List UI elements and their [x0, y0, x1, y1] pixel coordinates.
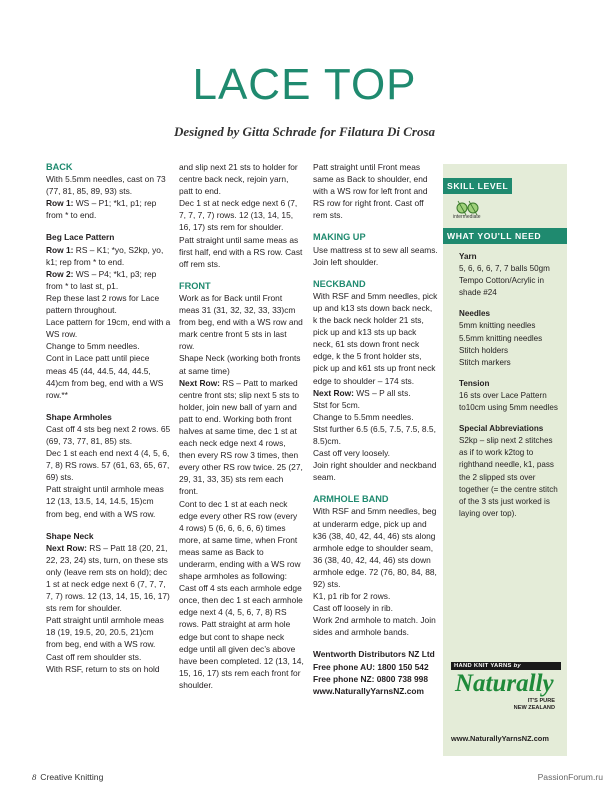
tension-text: 16 sts over Lace Pattern to10cm using 5mm needles — [459, 390, 558, 413]
neck-next-row — [46, 542, 171, 615]
front-next-label: Next Row: — [179, 377, 220, 388]
logo-tagline-1: IT'S PURE — [527, 698, 555, 704]
armholes-heading: Shape Armholes — [46, 411, 112, 422]
back-neck-slip: and slip next 21 sts to holder for centre back neck, rejoin yarn, patt to end. — [179, 162, 298, 197]
needles-item: 5mm knitting needles — [459, 321, 536, 331]
neckband-stst: Stst for 5cm. — [313, 399, 361, 410]
what-you-need-heading: WHAT YOU'LL NEED — [443, 228, 567, 244]
naturally-logo — [451, 662, 561, 732]
neck-heading: Shape Neck — [46, 530, 94, 541]
requirements-sidebar — [443, 164, 567, 756]
page-footer — [32, 772, 103, 782]
column-2 — [179, 161, 304, 691]
distributor-name: Wentworth Distributors NZ Ltd — [313, 649, 435, 660]
needles-item: Stitch markers — [459, 357, 511, 367]
armhole-band-rib: K1, p1 rib for 2 rows. — [313, 591, 391, 602]
front-heading: FRONT — [179, 280, 211, 291]
armhole-band-heading: ARMHOLE BAND — [313, 494, 389, 505]
page-number: 8 — [32, 772, 37, 782]
needles-item: 5.5mm knitting needles — [459, 333, 543, 343]
neckband-next-row — [313, 387, 438, 399]
front-shape-neck: Shape Neck (working both fronts at same time) — [179, 353, 301, 376]
distributor-phone-au: Free phone AU: 1800 150 542 — [313, 661, 429, 672]
lace-row2 — [46, 268, 171, 292]
back-cast-on: With 5.5mm needles, cast on 73 (77, 81, 85, 89, 93) sts. — [46, 174, 166, 197]
neckband-next-text: WS – P all sts. — [353, 387, 411, 398]
back-neck-dec: Dec 1 st at neck edge next 6 (7, 7, 7, 7, 7) rows. 12 (13, 14, 15, 16, 17) sts rem for shoulder. — [179, 198, 298, 233]
neck-return: With RSF, return to sts on hold — [46, 663, 160, 674]
distributor-url[interactable]: www.NaturallyYarnsNZ.com — [313, 685, 424, 696]
neck-next-text: RS – Patt 18 (20, 21, 22, 23, 24) sts, turn, on these sts only (leave rem sts on hold); dec 1 st at neck edge next 6 (7, 7, 7, 7, 7) rows. 12 (13, 14, 15, 16, 17) sts rem for shoulder. — [46, 542, 170, 614]
designer-byline: Designed by Gitta Schrade for Filatura Di Crosa — [173, 124, 436, 139]
making-up-heading: MAKING UP — [313, 232, 366, 243]
needles-heading: Needles — [459, 309, 491, 319]
page-title: LACE TOP — [192, 60, 417, 109]
back-heading: BACK — [46, 162, 73, 172]
skill-level-heading: SKILL LEVEL — [443, 178, 512, 194]
neckband-next-label: Next Row: — [313, 387, 354, 398]
distributor-phone-nz: Free phone NZ: 0800 738 998 — [313, 673, 428, 684]
magazine-name: Creative Knitting — [40, 772, 104, 782]
back-row1 — [46, 197, 171, 221]
logo-by: by — [513, 663, 521, 669]
neckband-further: Stst further 6.5 (6.5, 7.5, 7.5, 8.5, 8.5)cm. — [313, 423, 436, 446]
neckband-heading: NECKBAND — [313, 278, 366, 289]
skill-level-label: intermediate — [453, 214, 481, 220]
row1-text: WS – P1; *k1, p1; rep from * to end. — [46, 198, 157, 221]
lace-row1-label: Row 1: — [46, 244, 74, 255]
armhole-band-pickup: With RSF and 5mm needles, beg at underarm edge, pick up and k36 (38, 40, 42, 44, 46) sts along armhole edge to shoulder seam, 36 (38, 40, 42, 44, 46) sts down armhole edge. 72 (76, 80, 84, 88, 92) sts. — [313, 506, 437, 589]
armhole-band-match: Work 2nd armhole to match. Join sides and armhole bands. — [313, 615, 436, 638]
neck-straight: Patt straight until armhole meas 18 (19, 19.5, 20, 20.5, 21)cm from beg, end with a WS row. — [46, 615, 164, 650]
armhole-band-cast-off: Cast off loosely in rib. — [313, 603, 393, 614]
making-up-text: Use mattress st to sew all seams. Join left shoulder. — [313, 244, 438, 267]
watermark-site: PassionForum.ru — [537, 772, 603, 782]
abbreviations-heading: Special Abbreviations — [459, 424, 544, 434]
armholes-straight: Patt straight until armhole meas 12 (13, 13.5, 14, 14.5, 15)cm from beg, end with a WS row. — [46, 484, 164, 519]
row1-label: Row 1: — [46, 198, 74, 209]
column-3 — [313, 161, 438, 697]
tension-heading: Tension — [459, 378, 490, 388]
lace-row2-label: Row 2: — [46, 268, 74, 279]
abbreviations-text: S2kp – slip next 2 stitches as if to work k2tog to righthand needle, k1, pass the 2 slipped sts over together (= the centre stitch of the 3 sts just worked is laying over top). — [459, 436, 558, 518]
front-continue-dec: Cont to dec 1 st at each neck edge every other RS row (every 4 rows) 5 (6, 6, 6, 6, 6) times more, at same time, when Front meas same as Back to underarm, ending with a WS row shape armholes as following: Cast off 4 sts each armhole edge once, then dec 1 st each armhole edge next 4 (4, 5, 6, 7, 8) RS rows. Patt straight at arm hole edge but cont to shape neck edge until all given dec’s above have been completed. 12 (13, 14, 15, 16, 17) sts rem each front for shoulder. — [179, 498, 304, 690]
column-1 — [46, 161, 171, 675]
logo-band — [451, 662, 561, 670]
lace-repeat: Rep these last 2 rows for Lace pattern throughout. — [46, 292, 160, 316]
front-next-row — [179, 377, 304, 498]
needles-item: Stitch holders — [459, 345, 509, 355]
back-neck-straight: Patt straight until same meas as first half, end with a RS row. Cast off rem sts. — [179, 234, 303, 269]
logo-tagline-2: NEW ZEALAND — [513, 705, 555, 711]
armholes-cast-off: Cast off 4 sts beg next 2 rows. 65 (69, 73, 77, 81, 85) sts. — [46, 423, 171, 446]
lace-continue: Cont in Lace patt until piece meas 45 (44, 44.5, 44, 44.5, 44)cm from beg, end with a WS row.** — [46, 353, 164, 400]
neck-cast-off: Cast off rem shoulder sts. — [46, 651, 142, 662]
front-next-text: RS – Patt to marked centre front sts; slip next 5 sts to holder, join new ball of yarn and patt to end. Working both front halves at same time, dec 1 st at each neck edge next 4 rows, then every RS row 3 times, then every other RS row twice. 25 (27, 29, 31, 33, 35) sts rem each front. — [179, 377, 303, 497]
lace-row1-text: RS – K1; *yo, S2kp, yo, k1; rep from * to end. — [46, 244, 164, 267]
logo-wordmark: Naturally — [455, 670, 554, 697]
lace-change-needles: Change to 5mm needles. — [46, 341, 140, 352]
neckband-join: Join right shoulder and neckband seam. — [313, 460, 437, 483]
armholes-dec: Dec 1 st each end next 4 (4, 5, 6, 7, 8) RS rows. 57 (61, 63, 65, 67, 69) sts. — [46, 448, 170, 483]
logo-band-text: HAND KNIT YARNS — [454, 663, 512, 669]
beg-lace-heading: Beg Lace Pattern — [46, 232, 115, 243]
neckband-change: Change to 5.5mm needles. — [313, 411, 414, 422]
neck-next-label: Next Row: — [46, 542, 87, 553]
front-finish: Patt straight until Front meas same as Back to shoulder, end with a WS row for left front and RS row for right front. Cast off rem sts. — [313, 162, 428, 221]
front-work-as-back: Work as for Back until Front meas 31 (31, 32, 32, 33, 33)cm from beg, end with a WS row and mark centre front 5 sts in last row. — [179, 292, 303, 352]
sidebar-url[interactable]: www.NaturallyYarnsNZ.com — [451, 734, 549, 743]
lace-row1 — [46, 244, 171, 268]
yarn-text: 5, 6, 6, 6, 7, 7 balls 50gm Tempo Cotton/Acrylic in shade #24 — [459, 264, 550, 298]
neckband-pickup: With RSF and 5mm needles, pick up and k13 sts down back neck, k the back neck holder 21 sts, pick up and k13 sts up back neck, 61 sts down front neck edge, k the 5 front holder sts, pick up and k61 sts up front neck edge to shoulder – 174 sts. — [313, 290, 438, 386]
lace-length: Lace pattern for 19cm, end with a WS row. — [46, 317, 171, 340]
yarn-heading: Yarn — [459, 252, 477, 261]
requirements-list — [459, 251, 563, 520]
lace-row2-text: WS – P4; *k1, p3; rep from * to last st, p1. — [46, 268, 157, 291]
neckband-cast-off: Cast off very loosely. — [313, 448, 390, 459]
